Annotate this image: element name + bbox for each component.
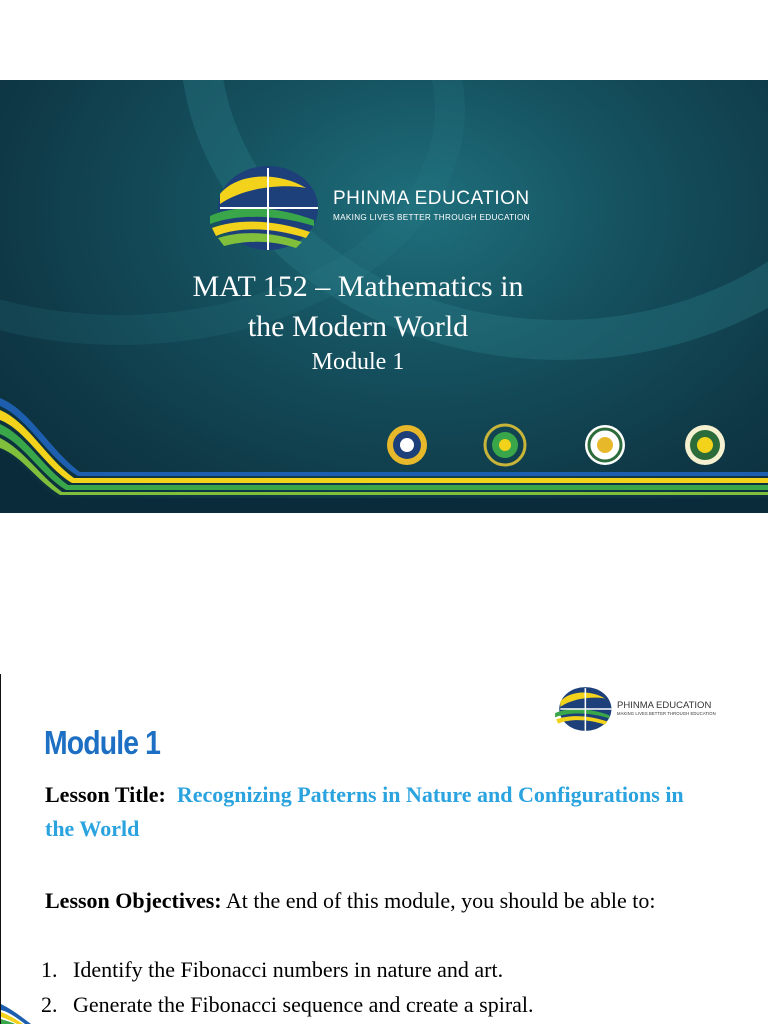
- objectives-label: Lesson Objectives:: [45, 888, 222, 913]
- course-title-line1: MAT 152 – Mathematics in: [192, 270, 524, 303]
- lesson-slide: [0, 674, 768, 1024]
- lesson-title-value: Recognizing Patterns in Nature and Configurations in the World: [45, 782, 684, 841]
- phinma-logo-small-icon: [553, 686, 613, 733]
- brand-tagline-small: MAKING LIVES BETTER THROUGH EDUCATION: [617, 711, 716, 716]
- title-slide: [0, 80, 768, 513]
- lesson-objectives: [45, 883, 735, 918]
- list-item: [41, 952, 731, 987]
- corner-swoosh-decoration: [1, 964, 61, 1024]
- lesson-title-label: Lesson Title:: [45, 782, 166, 807]
- lesson-title: [45, 778, 685, 846]
- course-title-line2: the Modern World: [247, 310, 469, 343]
- list-item-number: 1.: [41, 957, 58, 982]
- brand-wordmark: [333, 188, 530, 222]
- brand-tagline: MAKING LIVES BETTER THROUGH EDUCATION: [333, 213, 530, 222]
- module-heading: Module 1: [44, 724, 161, 761]
- brand-name: PHINMA EDUCATION: [333, 188, 530, 209]
- list-item: [41, 987, 731, 1022]
- school-seal-4-icon: [683, 423, 727, 467]
- school-seal-2-icon: [483, 423, 527, 467]
- school-seal-3-icon: [583, 423, 627, 467]
- list-item-text: Identify the Fibonacci numbers in nature and art.: [73, 957, 504, 982]
- brand-name-small: PHINMA EDUCATION: [617, 700, 712, 711]
- brand-wordmark-small: [617, 700, 716, 716]
- objectives-list: [41, 952, 731, 1022]
- course-title: [0, 267, 716, 347]
- school-seal-1-icon: [385, 423, 429, 467]
- objectives-intro: At the end of this module, you should be able to:: [225, 888, 656, 913]
- list-item-text: Generate the Fibonacci sequence and create a spiral.: [73, 992, 534, 1017]
- phinma-logo-icon: [206, 164, 321, 254]
- list-item-number: 2.: [41, 992, 58, 1017]
- module-subtitle: Module 1: [311, 349, 405, 375]
